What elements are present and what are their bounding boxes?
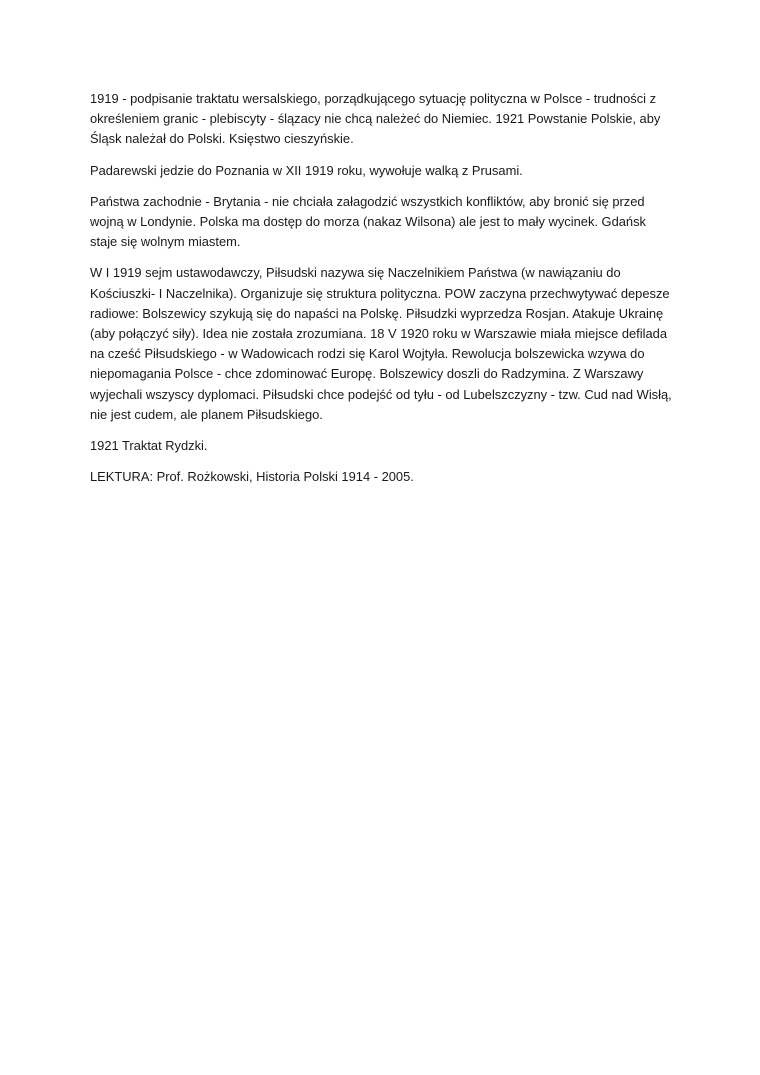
paragraph-line: W I 1919 sejm ustawodawczy, Piłsudski nazywa się Naczelnikiem Państwa (w nawiązaniu do bbox=[90, 265, 621, 281]
paragraph-line: wojną w Londynie. Polska ma dostęp do morza (nakaz Wilsona) ale jest to mały wycinek. Gdańsk bbox=[90, 214, 646, 230]
paragraph-line: Śląsk należał do Polski. Księstwo cieszyńskie. bbox=[90, 131, 354, 147]
paragraph-line: Państwa zachodnie - Brytania - nie chciała załagodzić wszystkich konfliktów, aby bronić się przed bbox=[90, 193, 645, 209]
paragraph-line: radiowe: Bolszewicy szykują się do napaści na Polskę. Piłsudzki wyprzedza Rosjan. Atakuje Ukrainę bbox=[90, 305, 664, 321]
paragraph-line: (aby połączyć siły). Idea nie została zrozumiana. 18 V 1920 roku w Warszawie miała miejsce defilada bbox=[90, 326, 667, 342]
paragraph-line: 1921 Traktat Rydzki. bbox=[90, 438, 208, 454]
paragraph-line: Padarewski jedzie do Poznania w XII 1919 roku, wywołuje walką z Prusami. bbox=[90, 162, 523, 178]
paragraph-line: na cześć Piłsudskiego - w Wadowicach rodzi się Karol Wojtyła. Rewolucja bolszewicka wzywa do bbox=[90, 346, 645, 362]
paragraph-2 bbox=[90, 161, 675, 181]
paragraph-3 bbox=[90, 192, 675, 253]
document-body bbox=[90, 89, 675, 498]
paragraph-line: 1919 - podpisanie traktatu wersalskiego, porządkującego sytuację polityczna w Polsce - trudności z bbox=[90, 91, 657, 106]
paragraph-line: nie jest cudem, ale planem Piłsudskiego. bbox=[90, 406, 323, 422]
paragraph-line: niepomagania Polsce - chce zdominować Europę. Bolszewicy doszli do Radzymina. Z Warszawy bbox=[90, 366, 644, 382]
paragraph-line: LEKTURA: Prof. Rożkowski, Historia Polski 1914 - 2005. bbox=[90, 469, 414, 485]
paragraph-line: określeniem granic - plebiscyty - ślązacy nie chcą należeć do Niemiec. 1921 Powstanie Polskie, aby bbox=[90, 111, 661, 127]
paragraph-line: wyjechali wszyscy dyplomaci. Piłsudski chce podejść od tyłu - od Lubelszczyzny - tzw. Cud nad Wisłą, bbox=[90, 386, 672, 402]
paragraph-5 bbox=[90, 436, 675, 456]
paragraph-1 bbox=[90, 89, 675, 150]
paragraph-6 bbox=[90, 467, 675, 487]
paragraph-4 bbox=[90, 263, 675, 425]
paragraph-line: staje się wolnym miastem. bbox=[90, 234, 241, 250]
paragraph-line: Kościuszki- I Naczelnika). Organizuje się struktura polityczna. POW zaczyna przechwytywać depesze bbox=[90, 285, 670, 301]
